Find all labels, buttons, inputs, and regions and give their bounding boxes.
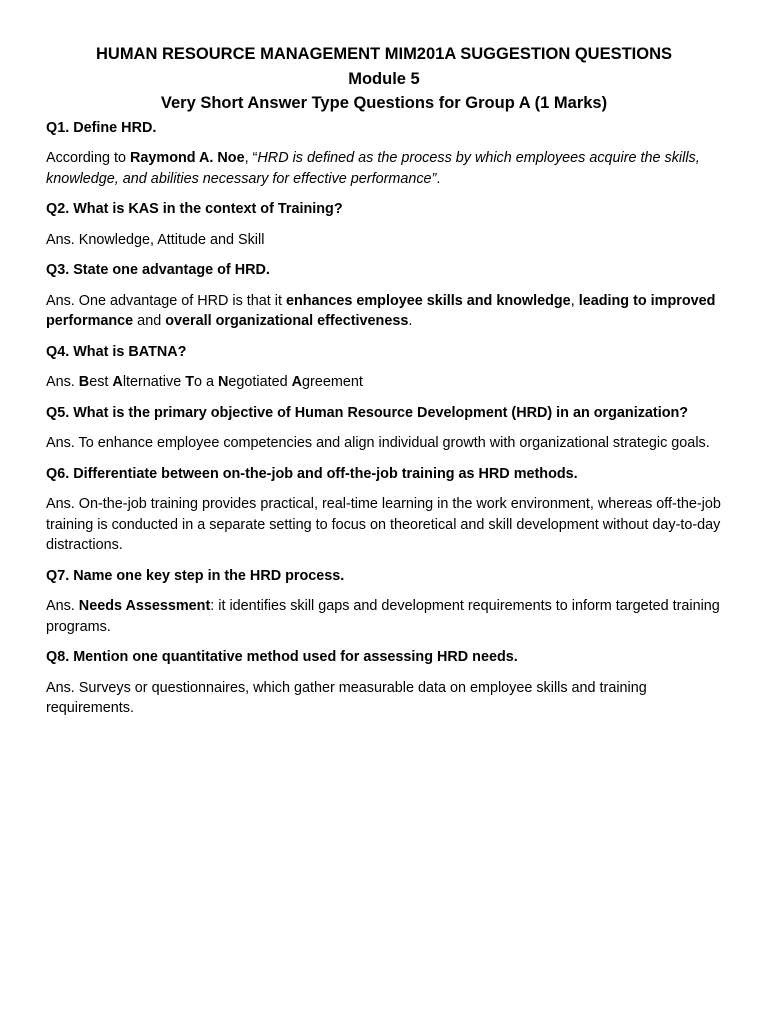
answer-segment: o a [194, 374, 219, 390]
question-block [46, 464, 722, 556]
acronym-letter: A [112, 374, 123, 390]
answer-segment: egotiated [228, 374, 292, 390]
answer-text [46, 596, 722, 637]
question-text: Q3. State one advantage of HRD. [46, 262, 270, 278]
question-block [46, 566, 722, 638]
author-name: Raymond A. Noe [130, 150, 245, 166]
question-text: Q5. What is the primary objective of Human Resource Development (HRD) in an organization? [46, 404, 689, 421]
definition-quote: HRD is defined as the process by which employees acquire the skills, knowledge, and abilities necessary for effective performance” [46, 150, 700, 187]
answer-segment: and [133, 313, 166, 329]
answer-emphasis: Needs Assessment [78, 598, 211, 614]
answer-segment: , [570, 292, 579, 309]
question-block [46, 647, 722, 719]
answer-emphasis: enhances employee skills and knowledge [285, 292, 571, 309]
section-title: Very Short Answer Type Questions for Group A (1 Marks) [160, 94, 608, 112]
answer-segment: Ans. [46, 374, 79, 390]
module-label: Module 5 [348, 69, 420, 88]
question-block [46, 342, 722, 393]
answer-segment: : it identifies skill gaps and development requirements to inform targeted training programs. [46, 598, 720, 635]
question-block [46, 403, 722, 454]
answer-text: Ans. On-the-job training provides practical, real-time learning in the work environment, whereas off-the-job training is conducted in a separate setting to focus on theoretical and skill development without day-to-day distractions. [46, 496, 721, 553]
answer-segment: Ans. [46, 598, 79, 614]
question-block [46, 199, 722, 250]
answer-segment: lternative [122, 374, 186, 390]
question-text: Q4. What is BATNA? [46, 343, 187, 360]
document-header [46, 42, 722, 116]
question-text: Q1. Define HRD. [46, 119, 157, 136]
answer-segment: . [436, 170, 441, 187]
acronym-letter: A [291, 374, 303, 390]
answer-segment: . [408, 313, 413, 329]
acronym-letter: N [218, 374, 229, 390]
answer-text: Ans. Surveys or questionnaires, which gather measurable data on employee skills and training requirements. [46, 679, 647, 716]
answer-text: Ans. To enhance employee competencies and align individual growth with organizational strategic goals. [46, 435, 710, 451]
answer-text: Ans. Knowledge, Attitude and Skill [46, 231, 265, 248]
question-block [46, 260, 722, 332]
answer-text [46, 148, 722, 189]
question-block [46, 118, 722, 190]
answer-emphasis: leading to improved performance [46, 292, 716, 329]
answer-emphasis: overall organizational effectiveness [165, 313, 409, 329]
answer-segment: est [89, 374, 113, 390]
question-text: Q8. Mention one quantitative method used for assessing HRD needs. [46, 649, 518, 665]
answer-segment: , “ [244, 150, 258, 166]
answer-text [46, 291, 722, 332]
answer-segment: According to [46, 150, 130, 166]
question-text: Q6. Differentiate between on-the-job and off-the-job training as HRD methods. [46, 465, 578, 482]
question-text: Q7. Name one key step in the HRD process. [46, 567, 345, 584]
answer-text [46, 372, 722, 393]
document-title: HUMAN RESOURCE MANAGEMENT MIM201A SUGGESTION QUESTIONS [95, 45, 673, 63]
answer-segment: Ans. One advantage of HRD is that it [46, 292, 286, 309]
answer-segment: greement [302, 374, 363, 390]
question-text: Q2. What is KAS in the context of Training? [46, 201, 343, 217]
acronym-letter: T [185, 374, 194, 390]
acronym-letter: B [78, 374, 90, 390]
